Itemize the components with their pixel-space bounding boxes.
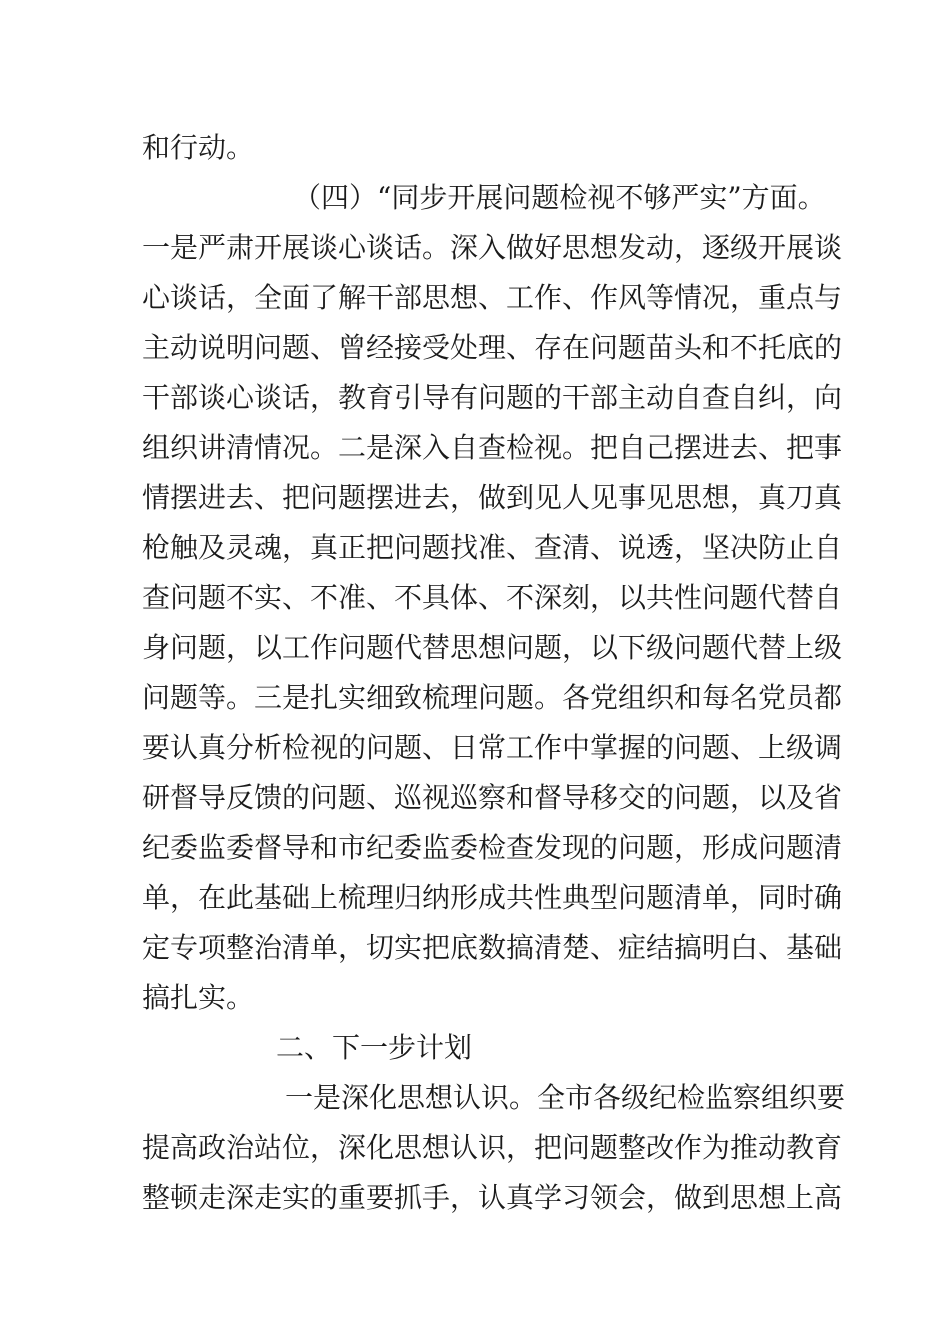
paragraph-line: 干部谈心谈话，教育引导有问题的干部主动自查自纠，向 bbox=[142, 381, 843, 414]
paragraph-line: 主动说明问题、曾经接受处理、存在问题苗头和不托底的 bbox=[142, 331, 843, 364]
paragraph-line: 一是深化思想认识。全市各级纪检监察组织要 bbox=[285, 1081, 846, 1114]
paragraph-line: 问题等。三是扎实细致梳理问题。各党组织和每名党员都 bbox=[142, 681, 843, 714]
paragraph-line: 枪触及灵魂，真正把问题找准、查清、说透，坚决防止自 bbox=[142, 531, 843, 564]
paragraph-line: 身问题，以工作问题代替思想问题，以下级问题代替上级 bbox=[142, 631, 843, 664]
paragraph-line: 研督导反馈的问题、巡视巡察和督导移交的问题，以及省 bbox=[142, 781, 843, 814]
paragraph-line: 搞扎实。 bbox=[142, 981, 255, 1014]
section-heading: （四）“同步开展问题检视不够严实”方面。 bbox=[293, 181, 826, 214]
paragraph-line: 提高政治站位，深化思想认识，把问题整改作为推动教育 bbox=[142, 1131, 843, 1164]
paragraph-line: 情摆进去、把问题摆进去，做到见人见事见思想，真刀真 bbox=[142, 481, 843, 514]
paragraph-line: 查问题不实、不准、不具体、不深刻，以共性问题代替自 bbox=[142, 581, 843, 614]
paragraph-line: 单，在此基础上梳理归纳形成共性典型问题清单，同时确 bbox=[142, 881, 843, 914]
paragraph-line: 纪委监委督导和市纪委监委检查发现的问题，形成问题清 bbox=[142, 831, 843, 864]
paragraph-line: 要认真分析检视的问题、日常工作中掌握的问题、上级调 bbox=[142, 731, 843, 764]
paragraph-line: 和行动。 bbox=[142, 131, 255, 164]
section-heading: 二、下一步计划 bbox=[276, 1031, 473, 1064]
paragraph-line: 定专项整治清单，切实把底数搞清楚、症结搞明白、基础 bbox=[142, 931, 843, 964]
paragraph-line: 整顿走深走实的重要抓手，认真学习领会，做到思想上高 bbox=[142, 1181, 843, 1214]
paragraph-line: 组织讲清情况。二是深入自查检视。把自己摆进去、把事 bbox=[142, 431, 843, 464]
paragraph-line: 一是严肃开展谈心谈话。深入做好思想发动，逐级开展谈 bbox=[142, 231, 843, 264]
paragraph-line: 心谈话，全面了解干部思想、工作、作风等情况，重点与 bbox=[142, 281, 843, 314]
